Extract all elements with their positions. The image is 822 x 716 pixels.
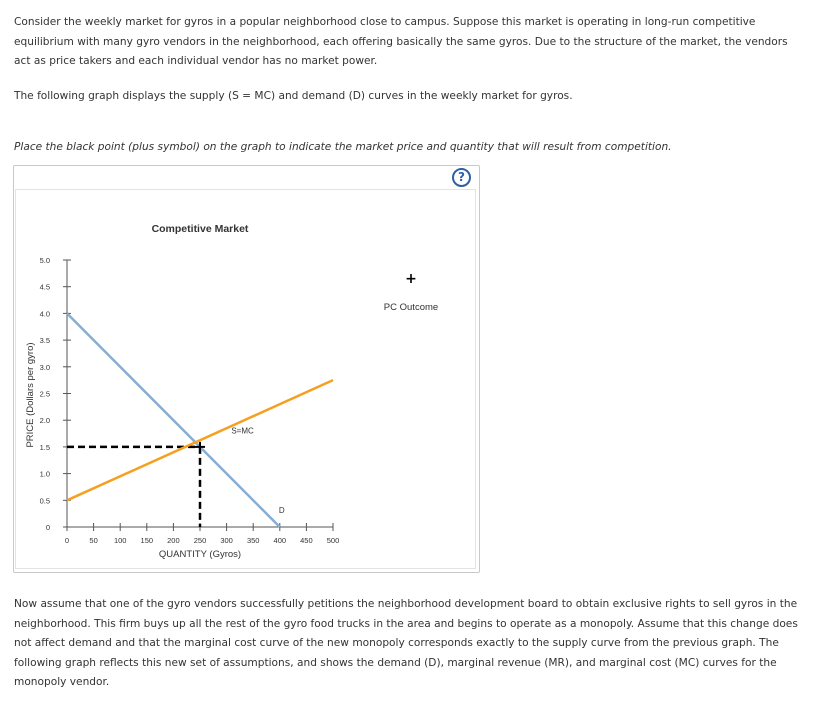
y-tick-label: 0 [45, 523, 50, 532]
x-tick-label: 200 [167, 536, 180, 545]
y-axis-label: PRICE (Dollars per gyro) [25, 342, 36, 448]
x-tick-label: 350 [246, 536, 260, 545]
monopoly-paragraph: Now assume that one of the gyro vendors successfully petitions the neighborhood development board to obtain exclusive rights to sell gyros in the neighborhood. This firm buys up all the rest of the gyro food trucks in the area and begins to operate as a monopoly. Assume that this change does not affect demand and that the marginal cost curve of the new monopoly corresponds exactly to the supply curve from the previous graph. The following graph reflects this new set of assumptions, and shows the demand (D), marginal revenue (MR), and marginal cost (MC) curves for the monopoly vendor. [14, 598, 798, 688]
black-plus-icon[interactable]: + [405, 271, 417, 287]
x-tick-label: 400 [273, 536, 287, 545]
y-tick-label: 4.0 [39, 309, 50, 319]
y-tick-label: 3.5 [39, 336, 50, 346]
x-tick-label: 100 [113, 536, 127, 545]
x-tick-label: 300 [220, 536, 233, 545]
y-tick-label: 0.5 [39, 496, 50, 506]
y-tick-label: 1.5 [39, 442, 50, 452]
demand-curve-label: D [278, 505, 285, 515]
x-tick-label: 250 [193, 536, 207, 545]
x-tick-label: 50 [89, 536, 98, 545]
graph-description: The following graph displays the supply (S = MC) and demand (D) curves in the weekly market for gyros. [14, 90, 573, 102]
demand-curve [67, 313, 280, 527]
y-tick-label: 5.0 [39, 256, 50, 265]
x-tick-label: 450 [300, 536, 313, 545]
pc-outcome-tool[interactable] [384, 271, 438, 313]
x-tick-label: 0 [64, 536, 70, 545]
x-axis-label: QUANTITY (Gyros) [158, 549, 242, 560]
y-tick-label: 2.0 [39, 416, 50, 426]
y-tick-label: 4.5 [39, 282, 50, 292]
intro-paragraph: Consider the weekly market for gyros in a popular neighborhood close to campus. Suppose this market is operating in long-run competitive equilibrium with many gyro vendors in the neighborhood, each offering basically the same gyros. Due to the structure of the market, the vendors act as price takers and each individual vendor has no market power. [14, 16, 788, 67]
y-tick-label: 1.0 [39, 469, 50, 479]
supply-curve-label: S=MC [231, 426, 254, 436]
x-tick-label: 150 [140, 536, 154, 545]
help-icon[interactable]: ? [452, 168, 471, 187]
y-tick-label: 2.5 [39, 389, 50, 399]
y-tick-label: 3.0 [39, 362, 50, 372]
x-tick-label: 500 [326, 536, 340, 545]
pc-outcome-label: PC Outcome [383, 302, 439, 313]
chart-title: Competitive Market [151, 223, 249, 235]
instruction-text: Place the black point (plus symbol) on the graph to indicate the market price and quantity that will result from competition. [14, 141, 672, 153]
